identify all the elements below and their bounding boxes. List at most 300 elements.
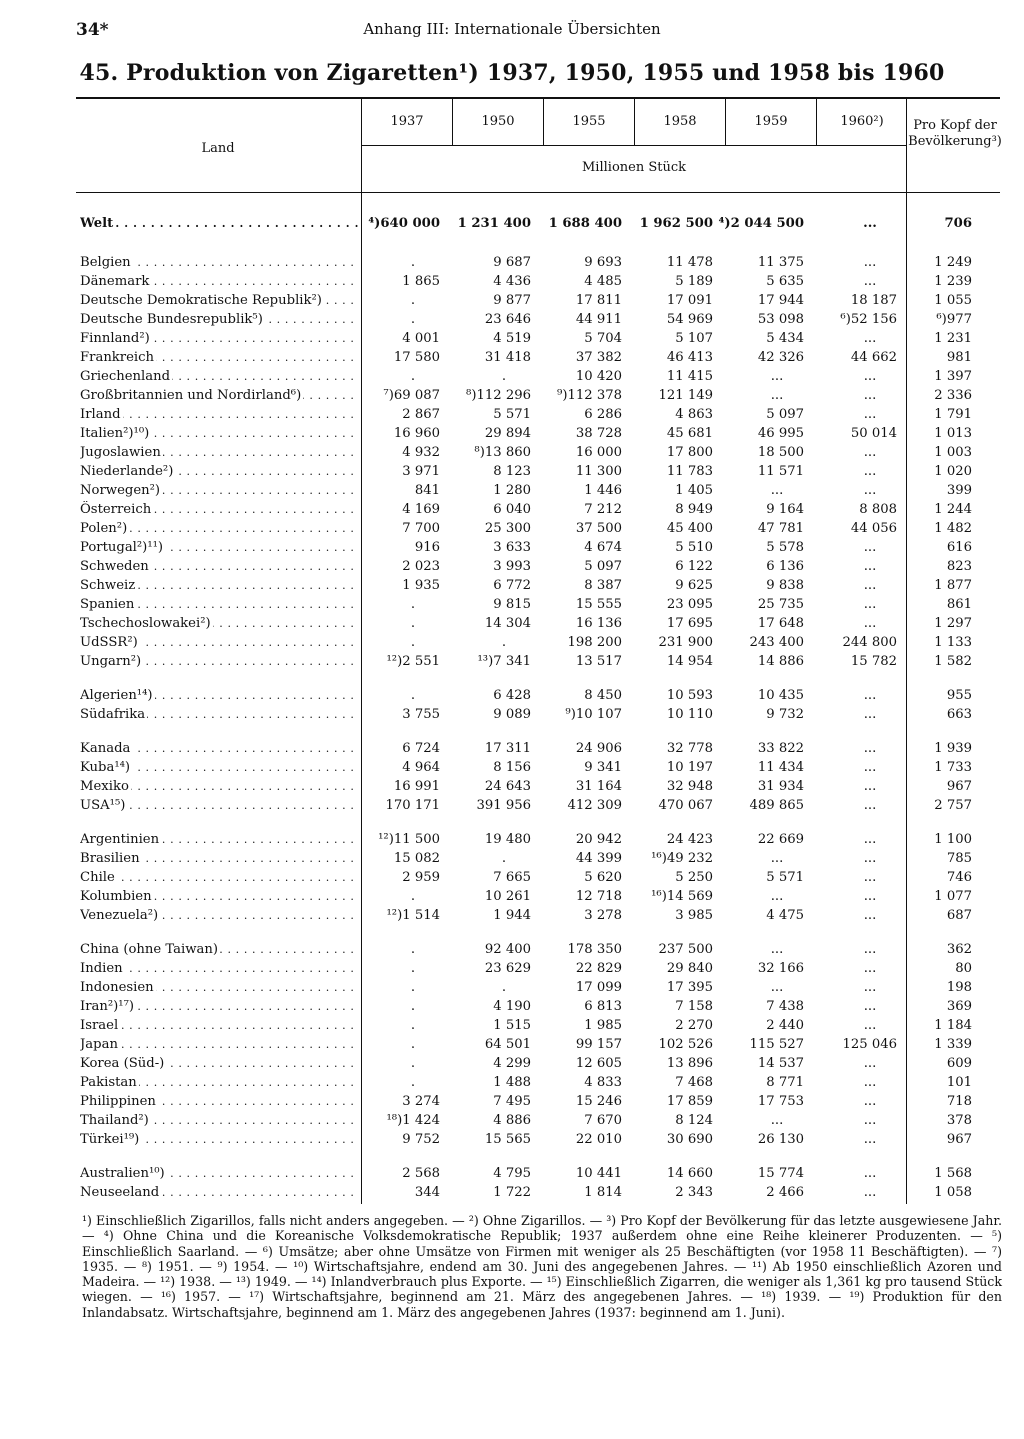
value-cell: 44 056 bbox=[850, 521, 897, 536]
value-cell: 8 771 bbox=[766, 1075, 804, 1090]
value-cell: 17 753 bbox=[757, 1094, 804, 1109]
value-cell: . bbox=[410, 1018, 416, 1033]
value-cell: 170 171 bbox=[385, 798, 440, 813]
year-header-1960: 1960²) bbox=[840, 114, 884, 129]
per-capita-cell: 1 239 bbox=[934, 274, 972, 289]
value-cell: 23 646 bbox=[484, 312, 531, 327]
value-cell: 14 304 bbox=[484, 616, 531, 631]
per-capita-cell: ⁶)977 bbox=[936, 312, 972, 327]
unit-header: Millionen Stück bbox=[582, 160, 686, 175]
value-cell: 7 665 bbox=[493, 870, 531, 885]
value-cell: ... bbox=[863, 999, 877, 1014]
value-cell: . bbox=[410, 980, 416, 995]
value-cell: 11 571 bbox=[757, 464, 804, 479]
row-label bbox=[80, 740, 358, 758]
value-cell: 14 537 bbox=[757, 1056, 804, 1071]
per-capita-cell: 1 791 bbox=[934, 407, 972, 422]
value-cell: 30 690 bbox=[666, 1132, 713, 1147]
value-cell: 8 450 bbox=[584, 688, 622, 703]
value-cell: 1 962 500 bbox=[639, 216, 713, 231]
value-cell: 6 772 bbox=[493, 578, 531, 593]
value-cell: 5 510 bbox=[675, 540, 713, 555]
row-label-text: Brasilien bbox=[80, 851, 140, 866]
row-label bbox=[80, 444, 358, 462]
value-cell: 7 670 bbox=[584, 1113, 622, 1128]
per-capita-cell: 1 582 bbox=[934, 654, 972, 669]
value-cell: 489 865 bbox=[749, 798, 804, 813]
row-label-text: Italien²)¹⁰) bbox=[80, 426, 150, 441]
row-label bbox=[80, 778, 358, 796]
value-cell: ... bbox=[863, 832, 877, 847]
value-cell: 7 438 bbox=[766, 999, 804, 1014]
row-label-text: UdSSR²) bbox=[80, 635, 138, 650]
per-capita-cell: 609 bbox=[946, 1056, 972, 1071]
row-label bbox=[80, 482, 358, 500]
per-capita-cell: 1 003 bbox=[934, 445, 972, 460]
row-label bbox=[80, 706, 358, 724]
value-cell: 7 495 bbox=[493, 1094, 531, 1109]
value-cell: 243 400 bbox=[749, 635, 804, 650]
value-cell: 17 944 bbox=[757, 293, 804, 308]
row-label-text: Indien bbox=[80, 961, 123, 976]
row-label-text: Spanien bbox=[80, 597, 135, 612]
row-label-text: Korea (Süd-) bbox=[80, 1056, 165, 1071]
value-cell: 54 969 bbox=[666, 312, 713, 327]
value-cell: 1 944 bbox=[493, 908, 531, 923]
value-cell: 1 935 bbox=[402, 578, 440, 593]
value-cell: 45 681 bbox=[666, 426, 713, 441]
row-label bbox=[80, 1184, 358, 1202]
row-label-text: Tschechoslowakei²) bbox=[80, 616, 211, 631]
per-capita-cell: 616 bbox=[946, 540, 972, 555]
per-capita-cell: 1 297 bbox=[934, 616, 972, 631]
value-cell: 17 395 bbox=[666, 980, 713, 995]
value-cell: 2 270 bbox=[675, 1018, 713, 1033]
value-cell: 10 593 bbox=[666, 688, 713, 703]
value-cell: 231 900 bbox=[658, 635, 713, 650]
value-cell: 9 815 bbox=[493, 597, 531, 612]
per-capita-cell: 1 013 bbox=[934, 426, 972, 441]
running-head: Anhang III: Internationale Übersichten bbox=[363, 20, 661, 38]
value-cell: 8 387 bbox=[584, 578, 622, 593]
value-cell: 15 082 bbox=[393, 851, 440, 866]
value-cell: ⁷)69 087 bbox=[383, 388, 440, 403]
row-label bbox=[80, 1036, 358, 1054]
value-cell: 1 280 bbox=[493, 483, 531, 498]
row-label bbox=[80, 1093, 358, 1111]
per-capita-cell: 746 bbox=[946, 870, 972, 885]
value-cell: ... bbox=[863, 961, 877, 976]
value-cell: 23 095 bbox=[666, 597, 713, 612]
value-cell: ... bbox=[863, 1056, 877, 1071]
value-cell: 16 960 bbox=[393, 426, 440, 441]
year-header-1950: 1950 bbox=[481, 114, 515, 129]
row-label-text: Südafrika bbox=[80, 707, 146, 722]
value-cell: 15 782 bbox=[850, 654, 897, 669]
row-label-text: Deutsche Bundesrepublik⁵) bbox=[80, 312, 263, 327]
value-cell: 5 620 bbox=[584, 870, 622, 885]
row-label-text: Griechenland bbox=[80, 369, 171, 384]
value-cell: 3 971 bbox=[402, 464, 440, 479]
row-label-text: Schweden bbox=[80, 559, 149, 574]
value-cell: ... bbox=[863, 274, 877, 289]
row-label bbox=[80, 1074, 358, 1092]
value-cell: . bbox=[410, 1075, 416, 1090]
per-capita-cell: 1 058 bbox=[934, 1185, 972, 1200]
value-cell: 25 735 bbox=[757, 597, 804, 612]
row-label-text: Israel bbox=[80, 1018, 119, 1033]
row-label-text: Australien¹⁰) bbox=[80, 1166, 165, 1181]
value-cell: ⁴)2 044 500 bbox=[718, 216, 804, 231]
per-capita-cell: 861 bbox=[946, 597, 972, 612]
row-label-text: Philippinen bbox=[80, 1094, 156, 1109]
per-capita-cell: 101 bbox=[946, 1075, 972, 1090]
row-label-text: Ungarn²) bbox=[80, 654, 142, 669]
value-cell: 3 274 bbox=[402, 1094, 440, 1109]
row-label-text: Niederlande²) bbox=[80, 464, 174, 479]
value-cell: ... bbox=[770, 980, 784, 995]
value-cell: ... bbox=[863, 445, 877, 460]
value-cell: . bbox=[410, 616, 416, 631]
value-cell: 102 526 bbox=[658, 1037, 713, 1052]
value-cell: 4 863 bbox=[675, 407, 713, 422]
row-label bbox=[80, 907, 358, 925]
per-capita-cell: 967 bbox=[946, 1132, 972, 1147]
per-capita-cell: 967 bbox=[946, 779, 972, 794]
per-capita-cell: 1 877 bbox=[934, 578, 972, 593]
per-capita-cell: 1 020 bbox=[934, 464, 972, 479]
value-cell: 23 629 bbox=[484, 961, 531, 976]
row-label bbox=[80, 1131, 358, 1149]
row-label bbox=[80, 1112, 358, 1130]
value-cell: 4 001 bbox=[402, 331, 440, 346]
value-cell: . bbox=[501, 980, 507, 995]
value-cell: ... bbox=[770, 1113, 784, 1128]
per-capita-cell: 1 339 bbox=[934, 1037, 972, 1052]
value-cell: ¹⁶)49 232 bbox=[651, 851, 713, 866]
per-capita-cell: 1 482 bbox=[934, 521, 972, 536]
value-cell: ... bbox=[863, 216, 877, 231]
value-cell: 2 959 bbox=[402, 870, 440, 885]
value-cell: 9 164 bbox=[766, 502, 804, 517]
table-title: 45. Produktion von Zigaretten¹) 1937, 1950, 1955 und 1958 bis 1960 bbox=[79, 60, 945, 86]
value-cell: . bbox=[410, 369, 416, 384]
value-cell: 1 446 bbox=[584, 483, 622, 498]
row-label bbox=[80, 387, 358, 405]
value-cell: 9 341 bbox=[584, 760, 622, 775]
value-cell: 11 415 bbox=[666, 369, 713, 384]
value-cell: 17 859 bbox=[666, 1094, 713, 1109]
value-cell: 4 190 bbox=[493, 999, 531, 1014]
value-cell: ... bbox=[863, 483, 877, 498]
value-cell: 25 300 bbox=[484, 521, 531, 536]
value-cell: . bbox=[410, 942, 416, 957]
value-cell: ¹⁸)1 424 bbox=[386, 1113, 440, 1128]
value-cell: 10 420 bbox=[575, 369, 622, 384]
row-label bbox=[80, 634, 358, 652]
value-cell: 44 911 bbox=[575, 312, 622, 327]
per-capita-cell: 1 568 bbox=[934, 1166, 972, 1181]
value-cell: 4 886 bbox=[493, 1113, 531, 1128]
value-cell: 3 278 bbox=[584, 908, 622, 923]
value-cell: . bbox=[501, 369, 507, 384]
value-cell: . bbox=[410, 255, 416, 270]
row-label bbox=[80, 539, 358, 557]
row-label bbox=[80, 831, 358, 849]
value-cell: 841 bbox=[414, 483, 440, 498]
value-cell: 99 157 bbox=[575, 1037, 622, 1052]
value-cell: ... bbox=[863, 707, 877, 722]
row-label bbox=[80, 577, 358, 595]
value-cell: 9 838 bbox=[766, 578, 804, 593]
value-cell: 5 704 bbox=[584, 331, 622, 346]
value-cell: 2 440 bbox=[766, 1018, 804, 1033]
value-cell: ... bbox=[863, 369, 877, 384]
per-capita-header: Pro Kopf der Bevölkerung³) bbox=[908, 118, 1002, 149]
value-cell: 1 231 400 bbox=[457, 216, 531, 231]
value-cell: ⁸)13 860 bbox=[474, 445, 531, 460]
row-label-text: Japan bbox=[80, 1037, 118, 1052]
row-label bbox=[80, 759, 358, 777]
row-label-text: Pakistan bbox=[80, 1075, 137, 1090]
value-cell: 2 466 bbox=[766, 1185, 804, 1200]
row-label bbox=[80, 463, 358, 481]
value-cell: ... bbox=[863, 741, 877, 756]
per-capita-cell: 1 244 bbox=[934, 502, 972, 517]
year-header-1958: 1958 bbox=[663, 114, 697, 129]
per-capita-cell: 2 757 bbox=[934, 798, 972, 813]
value-cell: 9 877 bbox=[493, 293, 531, 308]
row-label-text: Portugal²)¹¹) bbox=[80, 540, 164, 555]
value-cell: . bbox=[410, 1056, 416, 1071]
value-cell: 344 bbox=[414, 1185, 440, 1200]
row-label-text: Iran²)¹⁷) bbox=[80, 999, 135, 1014]
value-cell: 7 212 bbox=[584, 502, 622, 517]
value-cell: 4 519 bbox=[493, 331, 531, 346]
per-capita-cell: 378 bbox=[946, 1113, 972, 1128]
row-label-text: Finnland²) bbox=[80, 331, 150, 346]
row-label-text: Venezuela²) bbox=[80, 908, 159, 923]
value-cell: 42 326 bbox=[757, 350, 804, 365]
value-cell: 3 633 bbox=[493, 540, 531, 555]
row-label-text: Österreich bbox=[80, 502, 152, 517]
row-label bbox=[80, 998, 358, 1016]
row-label bbox=[80, 425, 358, 443]
row-label bbox=[80, 311, 358, 329]
per-capita-cell: 955 bbox=[946, 688, 972, 703]
row-label bbox=[80, 273, 358, 291]
row-label bbox=[80, 888, 358, 906]
row-label-text: Argentinien bbox=[80, 832, 160, 847]
value-cell: 33 822 bbox=[757, 741, 804, 756]
value-cell: ... bbox=[863, 798, 877, 813]
value-cell: 121 149 bbox=[658, 388, 713, 403]
per-capita-cell: 785 bbox=[946, 851, 972, 866]
value-cell: 4 299 bbox=[493, 1056, 531, 1071]
value-cell: 22 829 bbox=[575, 961, 622, 976]
row-label bbox=[80, 960, 358, 978]
value-cell: . bbox=[410, 961, 416, 976]
value-cell: ... bbox=[863, 388, 877, 403]
value-cell: 17 311 bbox=[484, 741, 531, 756]
value-cell: 17 648 bbox=[757, 616, 804, 631]
value-cell: ... bbox=[863, 540, 877, 555]
row-label-text: Chile bbox=[80, 870, 115, 885]
value-cell: 44 662 bbox=[850, 350, 897, 365]
value-cell: 10 261 bbox=[484, 889, 531, 904]
value-cell: 24 423 bbox=[666, 832, 713, 847]
value-cell: ... bbox=[863, 407, 877, 422]
row-label-text: Dänemark bbox=[80, 274, 150, 289]
value-cell: 5 571 bbox=[493, 407, 531, 422]
value-cell: 38 728 bbox=[575, 426, 622, 441]
row-label-text: Neuseeland bbox=[80, 1185, 160, 1200]
value-cell: 32 778 bbox=[666, 741, 713, 756]
value-cell: 32 166 bbox=[757, 961, 804, 976]
per-capita-cell: 823 bbox=[946, 559, 972, 574]
value-cell: 4 169 bbox=[402, 502, 440, 517]
value-cell: ... bbox=[863, 779, 877, 794]
row-label-text: Kuba¹⁴) bbox=[80, 760, 131, 775]
per-capita-cell: 1 100 bbox=[934, 832, 972, 847]
row-label-text: Irland bbox=[80, 407, 121, 422]
value-cell: 244 800 bbox=[842, 635, 897, 650]
value-cell: ⁶)52 156 bbox=[840, 312, 897, 327]
value-cell: 5 578 bbox=[766, 540, 804, 555]
value-cell: 4 964 bbox=[402, 760, 440, 775]
row-label-text: Schweiz bbox=[80, 578, 136, 593]
value-cell: 125 046 bbox=[842, 1037, 897, 1052]
value-cell: 8 123 bbox=[493, 464, 531, 479]
value-cell: ... bbox=[863, 616, 877, 631]
value-cell: . bbox=[410, 635, 416, 650]
value-cell: 17 800 bbox=[666, 445, 713, 460]
value-cell: 16 136 bbox=[575, 616, 622, 631]
value-cell: 8 949 bbox=[675, 502, 713, 517]
value-cell: 5 635 bbox=[766, 274, 804, 289]
value-cell: 9 687 bbox=[493, 255, 531, 270]
value-cell: 2 023 bbox=[402, 559, 440, 574]
row-label bbox=[80, 1165, 358, 1183]
value-cell: 45 400 bbox=[666, 521, 713, 536]
value-cell: . bbox=[501, 635, 507, 650]
row-label bbox=[80, 1017, 358, 1035]
value-cell: . bbox=[410, 312, 416, 327]
value-cell: . bbox=[410, 889, 416, 904]
value-cell: 15 565 bbox=[484, 1132, 531, 1147]
value-cell: 6 428 bbox=[493, 688, 531, 703]
value-cell: ... bbox=[863, 980, 877, 995]
value-cell: ... bbox=[863, 760, 877, 775]
value-cell: 178 350 bbox=[567, 942, 622, 957]
value-cell: 26 130 bbox=[757, 1132, 804, 1147]
row-label-text: Thailand²) bbox=[80, 1113, 149, 1128]
value-cell: 29 894 bbox=[484, 426, 531, 441]
value-cell: 9 732 bbox=[766, 707, 804, 722]
value-cell: ... bbox=[863, 1075, 877, 1090]
row-label-text: Großbritannien und Nordirland⁶) bbox=[80, 388, 302, 403]
value-cell: ... bbox=[863, 559, 877, 574]
row-label-text: USA¹⁵) bbox=[80, 798, 126, 813]
row-label bbox=[80, 292, 358, 310]
value-cell: 22 669 bbox=[757, 832, 804, 847]
row-label bbox=[80, 406, 358, 424]
value-cell: 9 089 bbox=[493, 707, 531, 722]
value-cell: 6 286 bbox=[584, 407, 622, 422]
row-label bbox=[80, 596, 358, 614]
value-cell: 17 811 bbox=[575, 293, 622, 308]
value-cell: 15 246 bbox=[575, 1094, 622, 1109]
value-cell: 7 700 bbox=[402, 521, 440, 536]
value-cell: 4 485 bbox=[584, 274, 622, 289]
value-cell: 1 488 bbox=[493, 1075, 531, 1090]
value-cell: ⁸)112 296 bbox=[466, 388, 531, 403]
value-cell: 18 500 bbox=[757, 445, 804, 460]
value-cell: 17 099 bbox=[575, 980, 622, 995]
value-cell: 31 934 bbox=[757, 779, 804, 794]
value-cell: 6 040 bbox=[493, 502, 531, 517]
value-cell: 5 434 bbox=[766, 331, 804, 346]
value-cell: 17 695 bbox=[666, 616, 713, 631]
per-capita-cell: 718 bbox=[946, 1094, 972, 1109]
value-cell: 16 000 bbox=[575, 445, 622, 460]
value-cell: . bbox=[410, 688, 416, 703]
per-capita-cell: 399 bbox=[946, 483, 972, 498]
value-cell: ... bbox=[770, 388, 784, 403]
value-cell: ¹²)1 514 bbox=[386, 908, 440, 923]
value-cell: 1 722 bbox=[493, 1185, 531, 1200]
row-label bbox=[80, 653, 358, 671]
value-cell: 31 418 bbox=[484, 350, 531, 365]
per-capita-cell: 362 bbox=[946, 942, 972, 957]
value-cell: 12 718 bbox=[575, 889, 622, 904]
value-cell: ... bbox=[770, 483, 784, 498]
value-cell: 1 515 bbox=[493, 1018, 531, 1033]
value-cell: 29 840 bbox=[666, 961, 713, 976]
value-cell: 19 480 bbox=[484, 832, 531, 847]
row-label-text: Jugoslawien bbox=[80, 445, 161, 460]
per-capita-cell: 2 336 bbox=[934, 388, 972, 403]
value-cell: 37 382 bbox=[575, 350, 622, 365]
value-cell: 17 580 bbox=[393, 350, 440, 365]
value-cell: 6 136 bbox=[766, 559, 804, 574]
per-capita-cell: 1 249 bbox=[934, 255, 972, 270]
row-label bbox=[80, 941, 358, 959]
row-label bbox=[80, 215, 358, 233]
value-cell: 11 478 bbox=[666, 255, 713, 270]
value-cell: 412 309 bbox=[567, 798, 622, 813]
value-cell: 46 413 bbox=[666, 350, 713, 365]
value-cell: 3 993 bbox=[493, 559, 531, 574]
year-header-1959: 1959 bbox=[754, 114, 788, 129]
row-label-text: Algerien¹⁴) bbox=[80, 688, 153, 703]
value-cell: 5 097 bbox=[584, 559, 622, 574]
land-header: Land bbox=[201, 141, 235, 156]
value-cell: ... bbox=[863, 870, 877, 885]
row-label-text: Frankreich bbox=[80, 350, 155, 365]
value-cell: ... bbox=[770, 889, 784, 904]
value-cell: 3 985 bbox=[675, 908, 713, 923]
value-cell: 1 985 bbox=[584, 1018, 622, 1033]
value-cell: 4 436 bbox=[493, 274, 531, 289]
value-cell: 8 808 bbox=[859, 502, 897, 517]
value-cell: ... bbox=[863, 255, 877, 270]
per-capita-cell: 1 133 bbox=[934, 635, 972, 650]
value-cell: 2 568 bbox=[402, 1166, 440, 1181]
value-cell: ¹⁶)14 569 bbox=[651, 889, 713, 904]
value-cell: 10 435 bbox=[757, 688, 804, 703]
value-cell: 198 200 bbox=[567, 635, 622, 650]
